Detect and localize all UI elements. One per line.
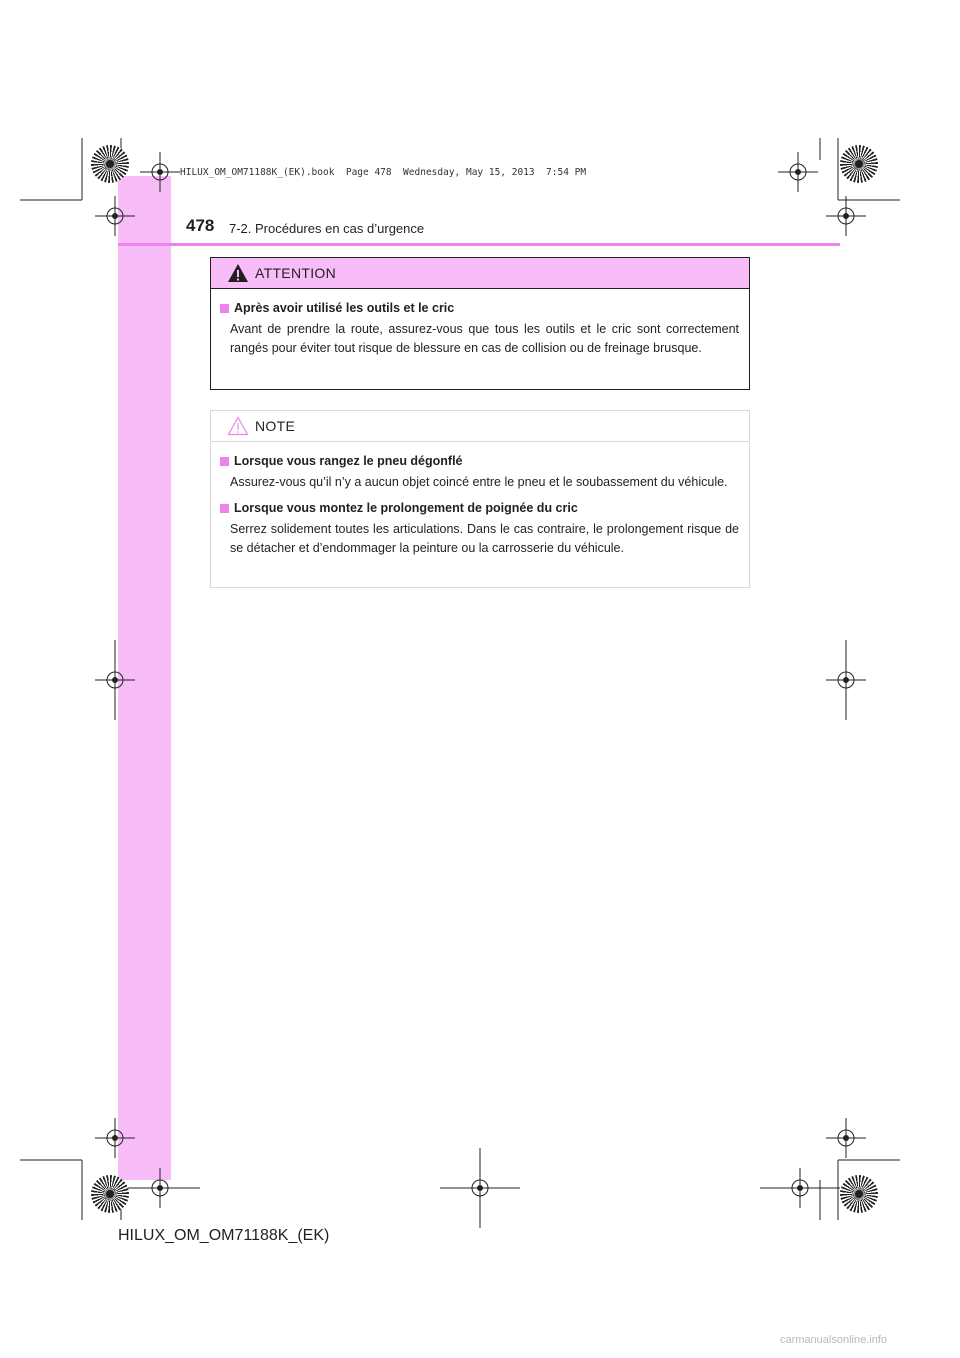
- registration-mark-icon: [95, 640, 135, 720]
- registration-mark-icon: [140, 152, 180, 192]
- print-stamp: HILUX_OM_OM71188K_(EK).book Page 478 Wednesday, May 15, 2013 7:54 PM: [180, 167, 587, 178]
- attention-box: [210, 257, 750, 390]
- item-text: Serrez solidement toutes les articulations. Dans le cas contraire, le prolongement risque de se détacher et d’endommager la peinture ou la carrosserie du véhicule.: [230, 522, 739, 555]
- item-title: Lorsque vous montez le prolongement de poignée du cric: [234, 501, 578, 515]
- registration-mark-icon: [826, 196, 866, 236]
- registration-mark-icon: [440, 1148, 520, 1228]
- note-box: [210, 410, 750, 588]
- attention-header: [211, 258, 749, 289]
- crop-mark-dial-icon: [840, 145, 878, 183]
- crop-mark-dial-icon: [840, 1175, 878, 1213]
- page-number: 478: [186, 216, 215, 235]
- registration-mark-icon: [760, 1168, 840, 1208]
- crop-mark-dial-icon: [91, 145, 129, 183]
- registration-mark-icon: [826, 1118, 866, 1158]
- registration-mark-icon: [95, 1118, 135, 1158]
- note-heading: NOTE: [255, 418, 296, 434]
- crop-mark-dial-icon: [91, 1175, 129, 1213]
- item-title: Lorsque vous rangez le pneu dégonflé: [234, 454, 463, 468]
- bullet-square-icon: [220, 457, 229, 466]
- attention-item: [220, 299, 739, 358]
- item-text: Assurez-vous qu’il n’y a aucun objet coincé entre le pneu et le soubassement du véhicule.: [230, 475, 728, 489]
- caution-triangle-outline-icon: [227, 416, 249, 436]
- item-title: Après avoir utilisé les outils et le cric: [234, 301, 455, 315]
- note-header: [211, 411, 749, 442]
- bullet-square-icon: [220, 304, 229, 313]
- section-title: 7-2. Procédures en cas d’urgence: [229, 221, 425, 236]
- footer-code: HILUX_OM_OM71188K_(EK): [118, 1227, 330, 1244]
- item-text: Avant de prendre la route, assurez-vous que tous les outils et le cric sont correctement rangés pour éviter tout risque de blessure en cas de collision ou de freinage brusque.: [230, 322, 739, 355]
- bullet-square-icon: [220, 504, 229, 513]
- note-item: [220, 499, 739, 558]
- registration-mark-icon: [120, 1168, 200, 1208]
- registration-mark-icon: [778, 152, 818, 192]
- registration-mark-icon: [95, 196, 135, 236]
- warning-triangle-icon: [227, 263, 249, 283]
- registration-mark-icon: [826, 640, 866, 720]
- watermark: carmanualsonline.info: [780, 1334, 888, 1346]
- attention-heading: ATTENTION: [255, 265, 336, 281]
- note-item: [220, 452, 739, 492]
